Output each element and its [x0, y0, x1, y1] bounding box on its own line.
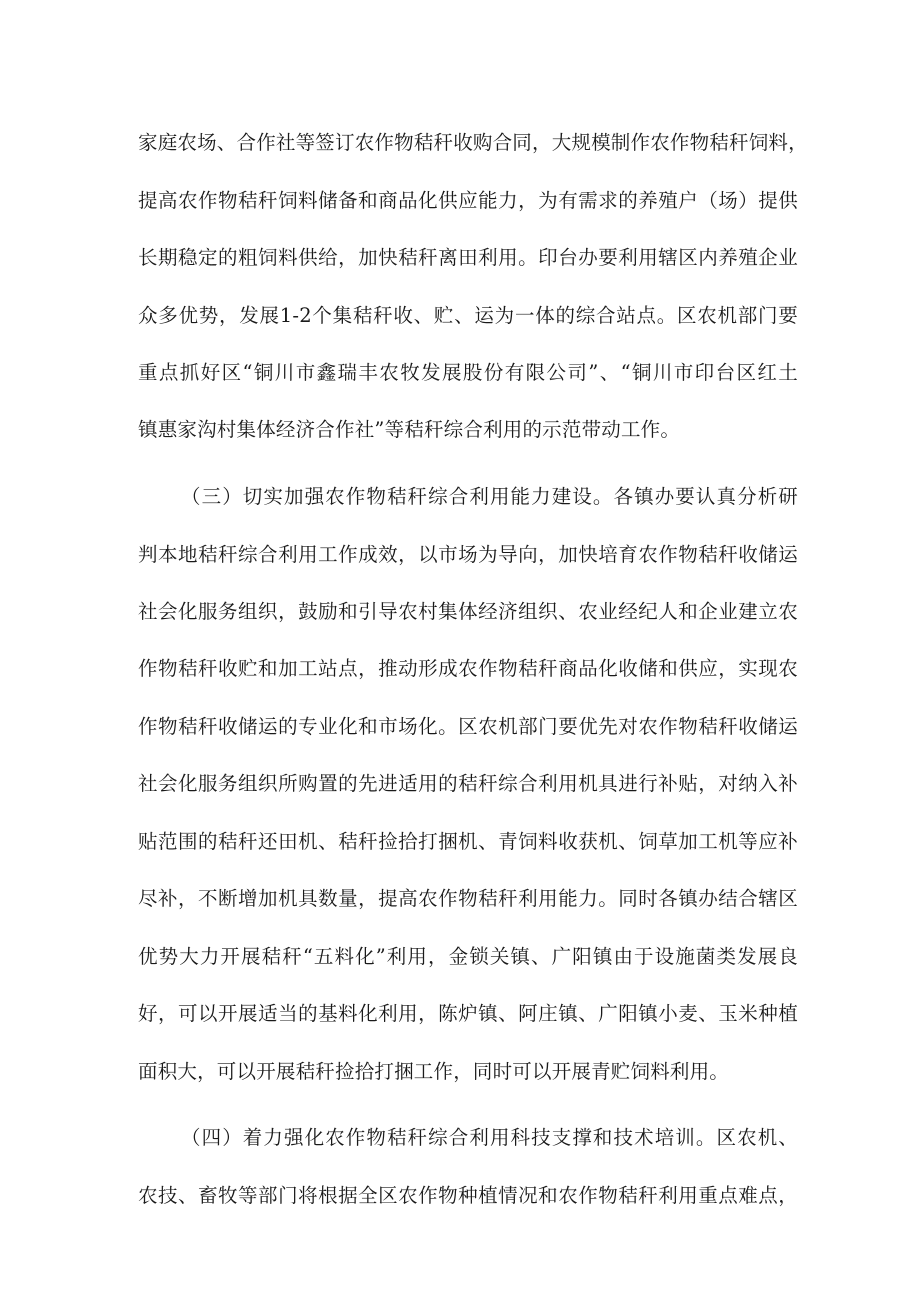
text-line-2: 提高农作物秸秆饲料储备和商品化供应能力，为有需求的养殖户（场）提供 — [138, 189, 798, 212]
text-line-6: 镇惠家沟村集体经济合作社”等秸秆综合利用的示范带动工作。 — [138, 418, 681, 441]
text-line-13: 贴范围的秸秆还田机、秸秆捡拾打捆机、青饲料收获机、饲草加工机等应补 — [138, 830, 798, 853]
text-line-10: 作物秸秆收贮和加工站点，推动形成农作物秸秆商品化收储和供应，实现农 — [138, 657, 798, 680]
text-line-8: 判本地秸秆综合利用工作成效，以市场为导向，加快培育农作物秸秆收储运 — [138, 543, 798, 566]
section-heading-4: （四）着力强化农作物秸秆综合利用科技支撑和技术培训。区农机、 — [181, 1126, 798, 1149]
text-line-4: 众多优势，发展1-2个集秸秆收、贮、运为一体的综合站点。区农机部门要 — [138, 304, 798, 327]
text-line-19: 农技、畜牧等部门将根据全区农作物种植情况和农作物秸秆利用重点难点， — [138, 1184, 798, 1207]
section-heading-3: （三）切实加强农作物秸秆综合利用能力建设。各镇办要认真分析研 — [181, 485, 798, 508]
text-line-5: 重点抓好区“铜川市鑫瑞丰农牧发展股份有限公司”、“铜川市印台区红土 — [138, 361, 798, 384]
text-line-16: 好，可以开展适当的基料化利用，陈炉镇、阿庄镇、广阳镇小麦、玉米种植 — [138, 1002, 798, 1025]
text-line-14: 尽补，不断增加机具数量，提高农作物秸秆利用能力。同时各镇办结合辖区 — [138, 887, 798, 910]
text-line-17: 面积大，可以开展秸秆捡拾打捆工作，同时可以开展青贮饲料利用。 — [138, 1060, 730, 1083]
text-line-11: 作物秸秆收储运的专业化和市场化。区农机部门要优先对农作物秸秆收储运 — [138, 715, 798, 738]
text-line-12: 社会化服务组织所购置的先进适用的秸秆综合利用机具进行补贴，对纳入补 — [138, 772, 798, 795]
text-line-3: 长期稳定的粗饲料供给，加快秸秆离田利用。印台办要利用辖区内养殖企业 — [138, 246, 798, 269]
text-line-15: 优势大力开展秸秆“五料化”利用，金锁关镇、广阳镇由于设施菌类发展良 — [138, 945, 798, 968]
text-line-1: 家庭农场、合作社等签订农作物秸秆收购合同，大规模制作农作物秸秆饲料， — [138, 131, 808, 154]
text-line-9: 社会化服务组织，鼓励和引导农村集体经济组织、农业经纪人和企业建立农 — [138, 600, 798, 623]
